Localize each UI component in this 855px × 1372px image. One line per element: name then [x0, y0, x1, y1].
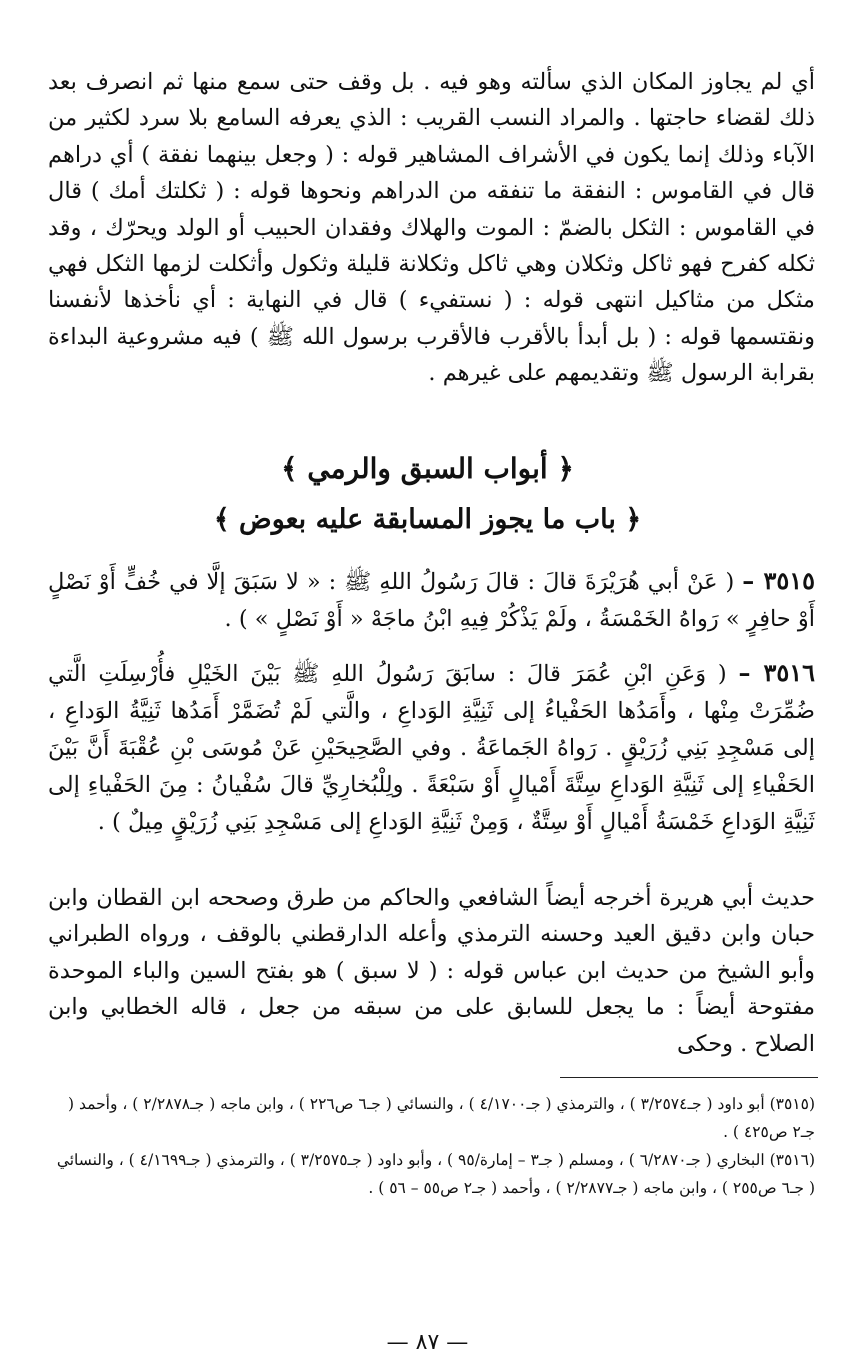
chapter-heading: ﴿ أبواب السبق والرمي ﴾ — [281, 452, 574, 485]
footnote-3516: (٣٥١٦) البخاري ( جـ٦/٢٨٧٠ ) ، ومسلم ( جـ٣ – إمارة/٩٥ ) ، وأبو داود ( جـ٣/٢٥٧٥ ) ، والترمذي ( جـ٤/١٦٩٩ ) ، والنسائي ( جـ٦ ص٢٥٥ ) ، وابن ماجه ( جـ٢/٢٨٧٧ ) ، وأحمد ( جـ٢ ص٥٥ – ٥٦ ) . — [56, 1151, 815, 1197]
hadith-number: ٣٥١٦ – — [738, 658, 815, 687]
footnote-3515: (٣٥١٥) أبو داود ( جـ٣/٢٥٧٤ ) ، والترمذي ( جـ٤/١٧٠٠ ) ، والنسائي ( جـ٦ ص٢٢٦ ) ، وابن ماجه ( جـ٢/٢٨٧٨ ) ، وأحمد ( جـ٢ ص٤٢٥ ) . — [68, 1095, 815, 1141]
footnotes — [48, 1090, 815, 1202]
section-heading: ﴿ باب ما يجوز المسابقة عليه بعوض ﴾ — [213, 504, 642, 535]
commentary-paragraph: أي لم يجاوز المكان الذي سألته وهو فيه . بل وقف حتى سمع منها ثم انصرف بعد ذلك لقضاء حاجتها . والمراد النسب القريب : الذي يعرفه السامع بلا سرد لكثير من الآباء وذلك إنما يكون في الأشراف المشاهير قوله : ( وجعل بينهما نفقة ) أي دراهم قال في القاموس : النفقة ما تنفقه من الدراهم ونحوها قوله : ( ثكلتك أمك ) قال في القاموس : الثكل بالضمّ : الموت والهلاك وفقدان الحبيب أو الولد ويحرّك ، وقد ثكله كفرح فهو ثاكل وثكلان وهي ثاكل وثكلانة قليلة وثكول وأثكلت لزمها الثكل فهي مثكل من مثاكيل انتهى قوله : ( نستفيء ) قال في النهاية : أي نأخذها لأنفسنا ونقتسمها قوله : ( بل أبدأ بالأقرب فالأقرب برسول الله ﷺ ) فيه مشروعية البداءة بقرابة الرسول ﷺ وتقديمهم على غيرهم . — [48, 69, 815, 387]
hadith-text: ( عَنْ أبي هُرَيْرَةَ قالَ : قالَ رَسُولُ اللهِ ﷺ : « لا سَبَقَ إلَّا في خُفٍّ أَوْ نَصْلٍ أَوْ حافِرٍ » رَواهُ الخَمْسَةُ ، ولَمْ يَذْكُرْ فِيهِ ابْنُ ماجَهْ « أَوْ نَصْلٍ » ) . — [48, 569, 815, 632]
discussion-paragraph: حديث أبي هريرة أخرجه أيضاً الشافعي والحاكم من طرق وصححه ابن القطان وابن حبان وابن دقيق العيد وحسنه الترمذي وأعله الدارقطني بالوقف ، ورواه الطبراني وأبو الشيخ من حديث ابن عباس قوله : ( لا سبق ) هو بفتح السين والباء الموحدة مفتوحة أيضاً : ما يجعل للسابق على من سبقه من جعل ، قاله الخطابي وابن الصلاح . وحكى — [48, 885, 815, 1057]
footnote-divider — [560, 1077, 818, 1078]
hadith-3515 — [48, 562, 815, 638]
hadith-text: ( وَعَنِ ابْنِ عُمَرَ قالَ : سابَقَ رَسُولُ اللهِ ﷺ بَيْنَ الخَيْلِ فأُرْسِلَتِ الَّتي ضُمِّرَتْ مِنْها ، وأَمَدُها الحَفْياءُ إلى ثَنِيَّةِ الوَداعِ ، والَّتي لَمْ تُضَمَّرْ أَمَدُها ثَنِيَّةُ الوَداعِ ، إلى مَسْجِدِ بَنِي زُرَيْقٍ . رَواهُ الجَماعَةُ . وفي الصَّحِيحَيْنِ عَنْ مُوسَى بْنِ عُقْبَةَ أَنَّ بَيْنَ الحَفْياءِ إلى ثَنِيَّةِ الوَداعِ سِتَّةَ أَمْيالٍ أَوْ سَبْعَةً . ولِلْبُخارِيِّ قالَ سُفْيانُ : مِنَ الحَفْياءِ إلى ثَنِيَّةِ الوَداعِ خَمْسَةُ أَمْيالٍ أَوْ سِتَّةٌ ، وَمِنْ ثَنِيَّةِ الوَداعِ إلى مَسْجِدِ بَنِي زُرَيْقٍ مِيلٌ ) . — [48, 661, 815, 835]
page-number: — ٨٧ — — [386, 1330, 469, 1355]
hadith-number: ٣٥١٥ – — [742, 566, 816, 595]
hadith-3516 — [48, 654, 815, 841]
